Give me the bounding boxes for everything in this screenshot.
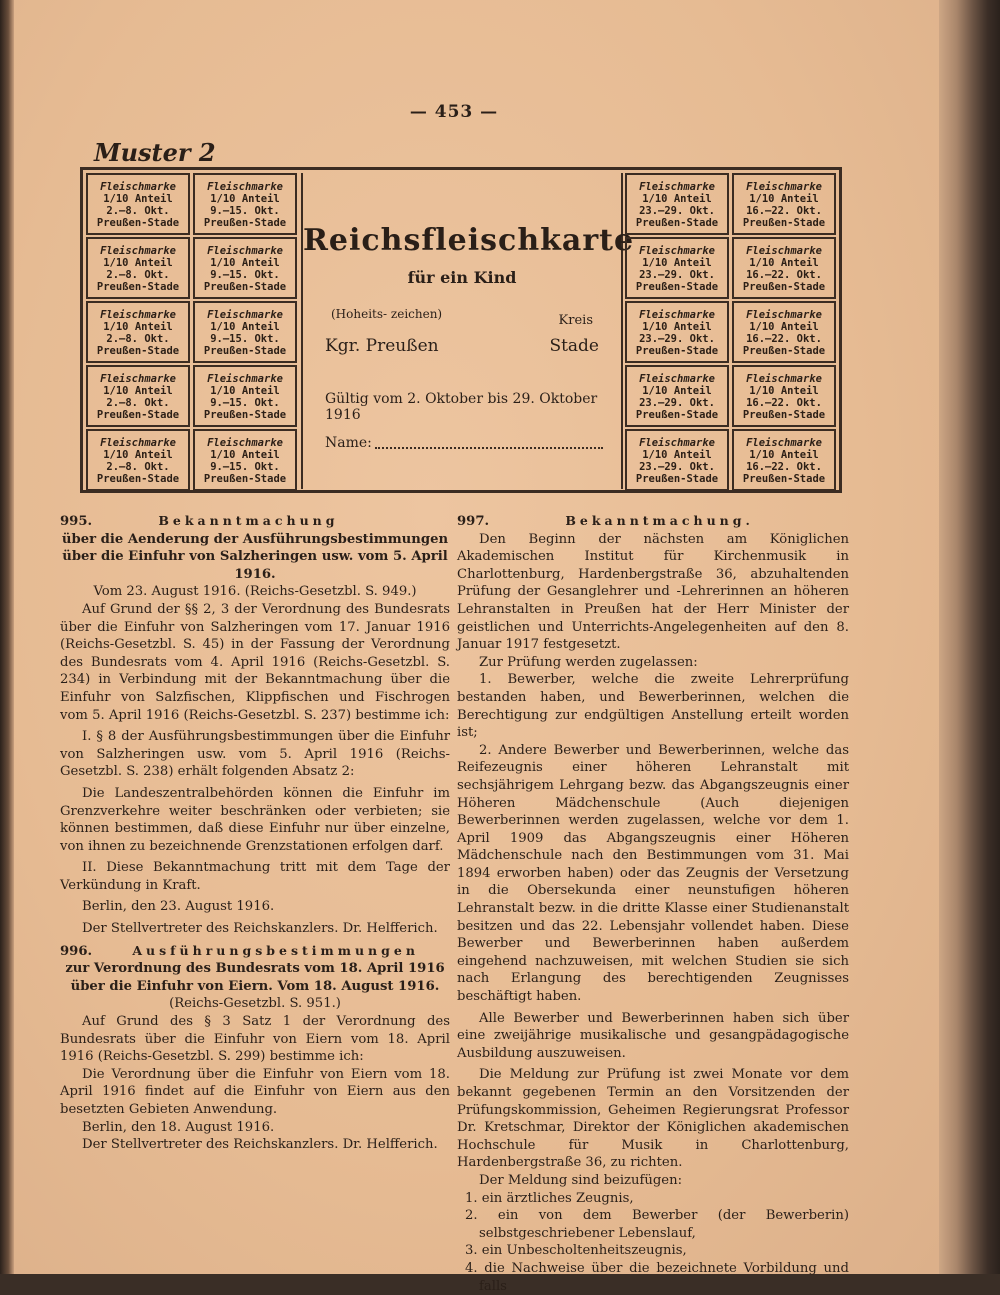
signature-line: Der Stellvertreter des Reichskanzlers. Dr. Helfferich. <box>82 1137 438 1153</box>
stub-coupon: Fleischmarke 1/10 Anteil 2.—8. Okt. Preußen-Stade <box>86 365 190 427</box>
stub-coupon: Fleischmarke 1/10 Anteil 16.—22. Okt. Preußen-Stade <box>732 237 836 299</box>
book-page-edges <box>938 0 1000 1274</box>
stub-column-4 <box>732 173 836 493</box>
notice-996-date: (Reichs-Gesetzbl. S. 951.) <box>169 996 341 1012</box>
notice-996-title: zur Verordnung des Bundesrats vom 18. April 1916 über die Einfuhr von Eiern. Vom 18. August 1916. <box>65 961 445 994</box>
stub-coupon: Fleischmarke 1/10 Anteil 9.—15. Okt. Preußen-Stade <box>193 429 297 491</box>
signature-line: Der Stellvertreter des Reichskanzlers. Dr. Helfferich. <box>82 921 438 937</box>
notice-995-date: Vom 23. August 1916. (Reichs-Gesetzbl. S. 949.) <box>93 584 417 600</box>
card-center-panel <box>301 173 635 489</box>
kreis-label: Kreis <box>558 313 593 328</box>
paragraph: Auf Grund des § 3 Satz 1 der Verordnung des Bundesrats über die Einfuhr von Eiern vom 18. April 1916 (Reichs-Gesetzbl. S. 299) bestimme ich: <box>60 1014 450 1065</box>
stub-coupon: Fleischmarke 1/10 Anteil 9.—15. Okt. Preußen-Stade <box>193 173 297 235</box>
notice-995-heading: 995. Bekanntmachung <box>60 513 339 529</box>
right-column <box>457 512 849 1295</box>
emblem-placeholder: (Hoheits- zeichen) <box>331 307 443 321</box>
paragraph: Die Meldung zur Prüfung ist zwei Monate vor dem bekannt gegebenen Termin an den Vorsitzenden der Prüfungskommission, Geheimen Regierungsrat Professor Dr. Kretschmar, Direktor der Königlichen akademischen Hochschule für Musik in Charlottenburg, Hardenbergstraße 36, zu richten. <box>457 1067 849 1171</box>
date-line: Berlin, den 18. August 1916. <box>82 1119 275 1135</box>
stub-coupon: Fleischmarke 1/10 Anteil 23.—29. Okt. Preußen-Stade <box>625 429 729 491</box>
stub-coupon: Fleischmarke 1/10 Anteil 9.—15. Okt. Preußen-Stade <box>193 237 297 299</box>
stub-coupon: Fleischmarke 1/10 Anteil 2.—8. Okt. Preußen-Stade <box>86 301 190 363</box>
list-item: 2. ein von dem Bewerber (der Bewerberin) selbstgeschriebener Lebenslauf, <box>465 1208 849 1241</box>
paragraph: Die Verordnung über die Einfuhr von Eiern vom 18. April 1916 findet auf die Einfuhr von Eiern aus den besetzten Gebieten Anwendung. <box>60 1066 450 1117</box>
validity-text: Gültig vom 2. Oktober bis 29. Oktober 1916 <box>325 391 598 423</box>
document-page <box>14 0 939 1294</box>
stub-coupon: Fleischmarke 1/10 Anteil 23.—29. Okt. Preußen-Stade <box>625 237 729 299</box>
paragraph: Den Beginn der nächsten am Königlichen Akademischen Institut für Kirchenmusik in Charlottenburg, Hardenbergstraße 36, abzuhaltenden Prüfung der Gesanglehrer und -Lehrerinnen an höheren Lehranstalten in Preußen hat der Herr Minister der geistlichen und Unterrichts-Angelegenheiten auf den 8. Januar 1917 festgesetzt. <box>457 531 849 653</box>
stub-column-1 <box>86 173 190 493</box>
paragraph: Alle Bewerber und Bewerberinnen haben sich über eine zweijährige musikalische und gesangpädagogische Ausbildung auszuweisen. <box>457 1010 849 1061</box>
stub-coupon: Fleischmarke 1/10 Anteil 2.—8. Okt. Preußen-Stade <box>86 237 190 299</box>
state-name: Kgr. Preußen <box>325 336 439 356</box>
meat-ration-card <box>80 167 842 493</box>
list-item: 1. ein ärztliches Zeugnis, <box>465 1190 634 1206</box>
stub-coupon: Fleischmarke 1/10 Anteil 9.—15. Okt. Preußen-Stade <box>193 365 297 427</box>
stub-coupon: Fleischmarke 1/10 Anteil 23.—29. Okt. Preußen-Stade <box>625 173 729 235</box>
name-dotted-line <box>375 447 603 449</box>
list-item: 3. ein Unbescholtenheitszeugnis, <box>465 1243 687 1259</box>
stub-coupon: Fleischmarke 1/10 Anteil 9.—15. Okt. Preußen-Stade <box>193 301 297 363</box>
paragraph: I. § 8 der Ausführungsbestimmungen über die Einfuhr von Salzheringen usw. vom 5. April 1916 (Reichs-Gesetzbl. S. 238) erhält folgenden Absatz 2: <box>60 729 450 780</box>
stub-coupon: Fleischmarke 1/10 Anteil 2.—8. Okt. Preußen-Stade <box>86 429 190 491</box>
stub-coupon: Fleischmarke 1/10 Anteil 16.—22. Okt. Preußen-Stade <box>732 365 836 427</box>
paragraph: 2. Andere Bewerber und Bewerberinnen, welche das Reifezeugnis einer höheren Lehranstalt mit sechsjährigem Lehrgang bezw. das Abgangszeugnis einer Höheren Mädchenschule (Auch diejenigen Bewerberinnen werden zugelassen, welche vor dem 1. April 1909 das Abgangszeugnis einer Höheren Mädchenschule nach den Bestimmungen vom 31. Mai 1894 erworben haben) oder das Zeugnis der Versetzung in die Obersekunda einer neunstufigen höheren Lehranstalt bezw. in die dritte Klasse einer Studienanstalt besitzen und das 22. Lebensjahr vollendet haben. Diese Bewerber und Bewerberinnen haben außerdem eingehend nachzuweisen, mit welchen Studien sie sich nach Erlangung des berechtigenden Zeugnisses beschäftigt haben. <box>457 742 849 1005</box>
left-column <box>60 512 450 1154</box>
stub-coupon: Fleischmarke 1/10 Anteil 2.—8. Okt. Preußen-Stade <box>86 173 190 235</box>
date-line: Berlin, den 23. August 1916. <box>82 899 275 915</box>
stub-coupon: Fleischmarke 1/10 Anteil 23.—29. Okt. Preußen-Stade <box>625 301 729 363</box>
paragraph: Auf Grund der §§ 2, 3 der Verordnung des Bundesrats über die Einfuhr von Salzheringen vom 17. Januar 1916 (Reichs-Gesetzbl. S. 45) in der Fassung der Verordnung des Bundesrats vom 4. April 1916 (Reichs-Gesetzbl. S. 234) in Verbindung mit der Bekanntmachung über die Einfuhr von Salzfischen, Klippfischen und Fischrogen vom 5. April 1916 (Reichs-Gesetzbl. S. 237) bestimme ich: <box>60 601 450 723</box>
muster-label: Muster 2 <box>94 138 216 167</box>
stub-coupon: Fleischmarke 1/10 Anteil 16.—22. Okt. Preußen-Stade <box>732 173 836 235</box>
card-title: Reichsfleischkarte <box>303 223 635 258</box>
attachment-list <box>457 1190 849 1295</box>
stub-column-2 <box>193 173 297 493</box>
name-label: Name: <box>325 435 372 451</box>
stub-coupon: Fleischmarke 1/10 Anteil 16.—22. Okt. Preußen-Stade <box>732 429 836 491</box>
list-item: 4. die Nachweise über die bezeichnete Vorbildung und falls <box>465 1260 849 1294</box>
notice-997-heading: 997. Bekanntmachung. <box>457 513 754 529</box>
paragraph: 1. Bewerber, welche die zweite Lehrerprüfung bestanden haben, und Bewerberinnen, welchen die Berechtigung zur endgültigen Anstellung erteilt worden ist; <box>457 672 849 741</box>
paragraph: Die Landeszentralbehörden können die Einfuhr im Grenzverkehre weiter beschränken oder verbieten; sie können bestimmen, daß diese Einfuhr nur über einzelne, von ihnen zu bezeichnende Grenzstationen erfolgen darf. <box>60 785 450 854</box>
book-gutter <box>0 0 14 1274</box>
stub-column-3 <box>625 173 729 493</box>
notice-996-heading: 996. Ausführungsbestimmungen <box>60 942 419 959</box>
stub-coupon: Fleischmarke 1/10 Anteil 16.—22. Okt. Preußen-Stade <box>732 301 836 363</box>
paragraph: Zur Prüfung werden zugelassen: <box>479 654 698 670</box>
stub-coupon: Fleischmarke 1/10 Anteil 23.—29. Okt. Preußen-Stade <box>625 365 729 427</box>
paragraph: II. Diese Bekanntmachung tritt mit dem Tage der Verkündung in Kraft. <box>60 860 450 893</box>
paragraph: Der Meldung sind beizufügen: <box>479 1172 683 1188</box>
page-number: — 453 — <box>409 102 499 122</box>
notice-995-title: über die Aenderung der Ausführungsbestimmungen über die Einfuhr von Salzheringen usw. vom 5. April 1916. <box>61 531 449 582</box>
kreis-name: Stade <box>549 336 599 356</box>
card-subtitle: für ein Kind <box>407 268 517 287</box>
